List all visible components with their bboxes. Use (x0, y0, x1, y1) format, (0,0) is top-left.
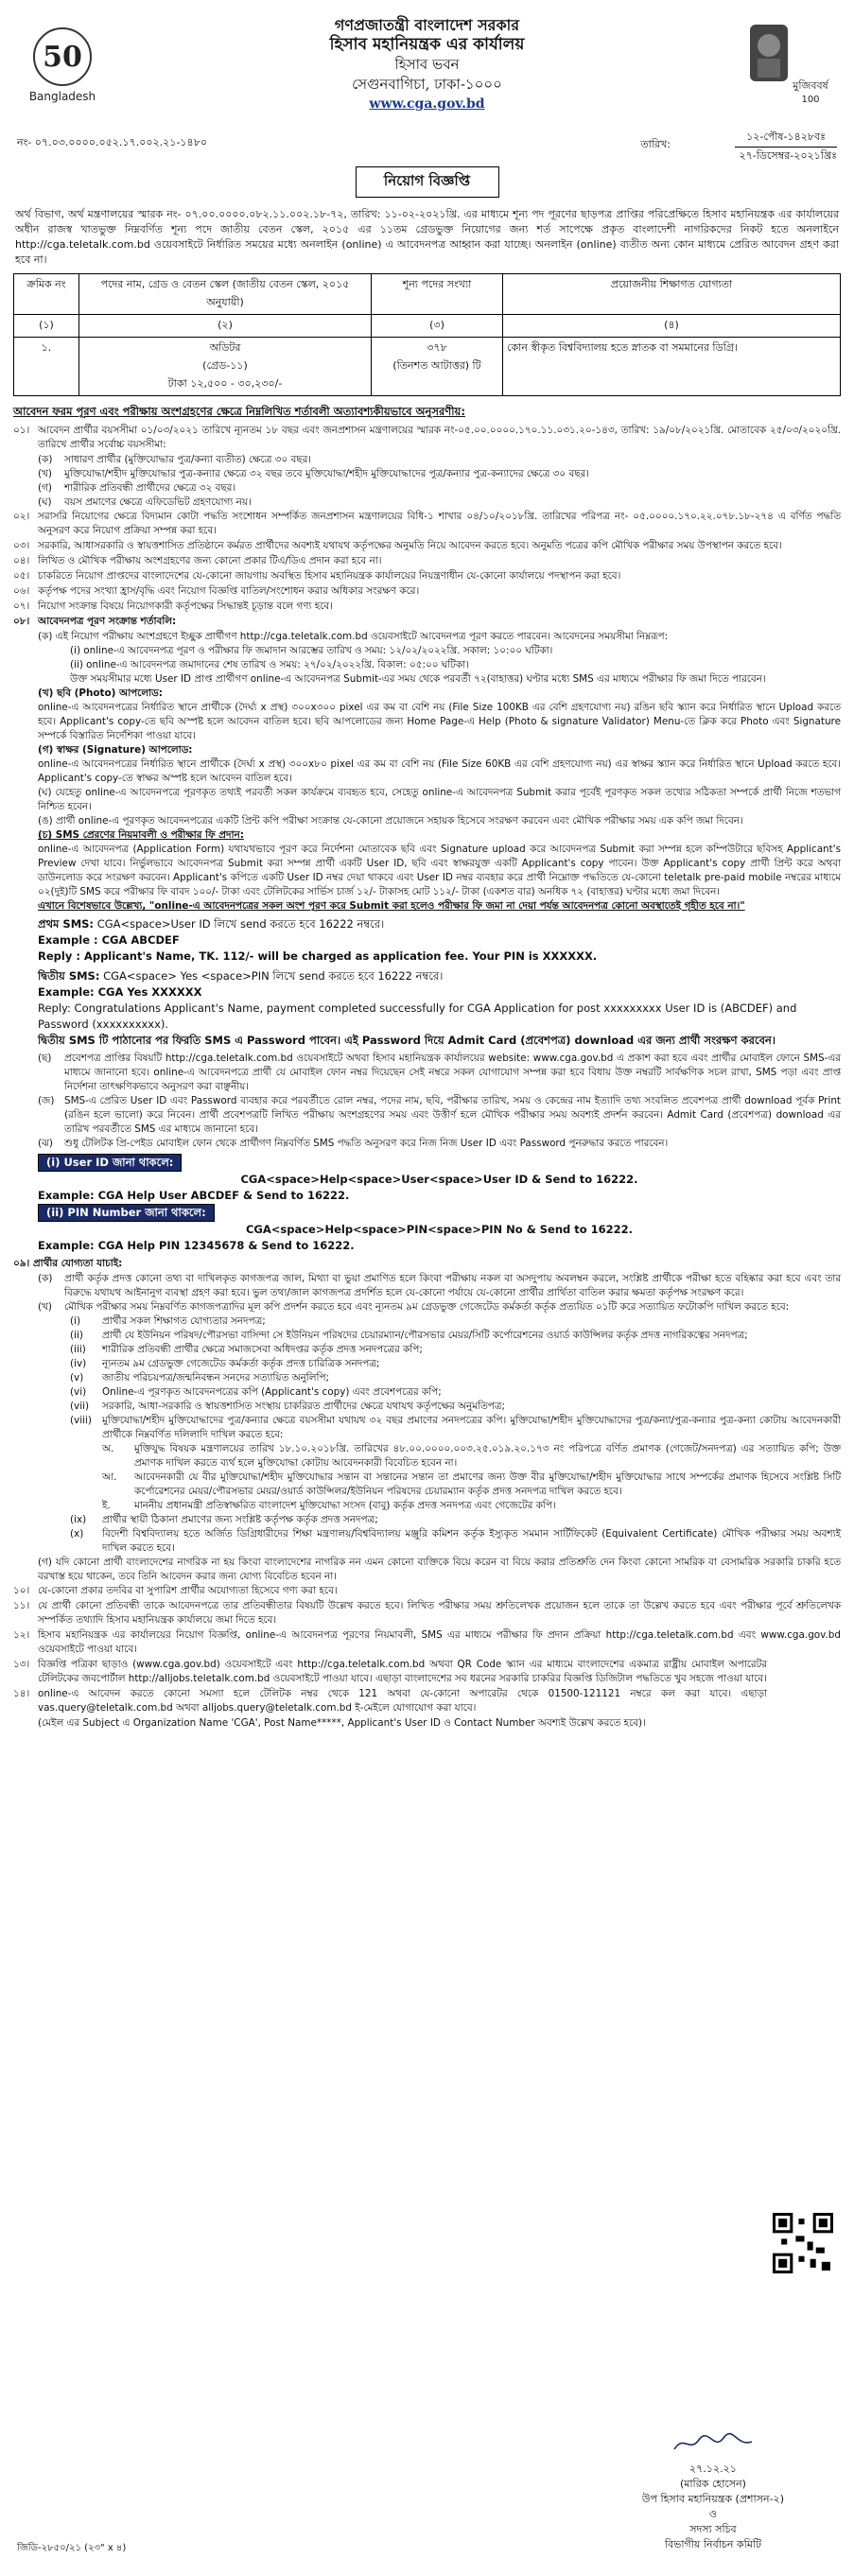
list-item: ০৪। লিখিত ও মৌখিক পরীক্ষায় অংশগ্রহণের জন্য কোনো প্রকার টিএ/ডিএ প্রদান করা হবে না। (13, 555, 382, 566)
section9-title: ০৯। প্রার্থীর যোগ্যতা যাচাই: (13, 1258, 123, 1269)
col-num: (৩) (372, 315, 503, 338)
list-item: (ক) প্রার্থী কর্তৃক প্রদত্ত কোনো তথ্য বা দাখিলকৃত কাগজপত্র জাল, মিথ্যা বা ভুয়া প্রমাণিত হলে কিংবা পরীক্ষায় নকল বা অসদুপায় অবলম্বন করলে, সংশ্লিষ্ট প্রার্থীকে পরীক্ষা হতে বহিষ্কার করা হবে এবং তার বিরুদ্ধে যথাযথ আইনানুগ ব্যবস্থা গ্রহণ করা হবে। ভুল তথ্য/জাল কাগজপত্র প্রদর্শিত হলে যে-কোনো পর্যায়ে যে-কোনো প্রার্থীর প্রার্থিতা বাতিল করার ক্ষমতা কর্তৃপক্ষ সংরক্ষণ করে। (38, 1273, 841, 1298)
signatory-title-1: উপ হিসাব মহানিয়ন্ত্রক (প্রশাসন-২) (641, 2493, 784, 2505)
online-a-i: (i) online-এ আবেদনপত্র পূরণ ও পরীক্ষার ফি জমাদান আরম্ভের তারিখ ও সময়: ১২/০২/২০২২খ্রি. সকাল: ১০:০০ ঘটিকা। (70, 645, 553, 656)
pin-recovery-example: Example: CGA Help PIN 12345678 & Send to 16222. (38, 1239, 355, 1252)
pin-recovery-cmd: CGA<space>Help<space>PIN<space>PIN No & Send to 16222. (245, 1223, 634, 1236)
list-item: (vii) সরকারি, আধা-সরকারি ও স্বায়ত্তশাসিত সংস্থায় চাকরিরত প্রার্থীদের ক্ষেত্রে যথাযথ কর্তৃপক্ষের অনুমতিপত্র; (70, 1401, 505, 1412)
signature-rules: online-এ আবেদনপত্রের নির্ধারিত স্থানে প্রার্থীকে (দৈর্ঘ্য x প্রস্থ) ৩০০x৮০ pixel এর কম বা বেশি নয় (File Size 60KB এর বেশি গ্রহণযোগ্য নয়) এর স্বাক্ষর স্ক্যান করে নির্ধারিত স্থানে Upload করতে হবে। Applicant's copy-তে স্বাক্ষর অস্পষ্ট হলে আবেদন বাতিল হবে। (38, 758, 841, 784)
page-header (13, 15, 841, 129)
svg-text:50: 50 (43, 41, 82, 74)
date-english: ২৭-ডিসেম্বর-২০২১খ্রিঃ (739, 149, 837, 162)
online-a: (ক) এই নিয়োগ পরীক্ষায় অংশগ্রহণে ইচ্ছুক প্রার্থীগণ http://cga.teletalk.com.bd ওয়েবসাইটে আবেদনপত্র পূরণ করতে পারবেন। আবেদনের সময়সীমা নিম্নরূপ: (38, 631, 669, 642)
svg-text:100: 100 (801, 95, 820, 105)
list-item: (ii) প্রার্থী যে ইউনিয়ন পরিষদ/পৌরসভা বাসিন্দা সে ইউনিয়ন পরিষদের চেয়ারম্যান/পৌরসভার মেয়র/সিটি কর্পোরেশনের ওয়ার্ড কাউন্সিলর কর্তৃক প্রদত্ত নাগরিকত্বের সনদপত্র; (70, 1330, 748, 1341)
list-item: ০২। সরাসরি নিয়োগের ক্ষেত্রে বিদ্যমান কোটা পদ্ধতি সংশোধন সম্পর্কিত জনপ্রশাসন মন্ত্রণালয়ের বিধি-১ শাখার ০৪/১০/২০১৮খ্রি. তারিখের পরিপত্র নং- ০৫.০০০০.১৭০.২২.০৭৮.১৮-২৭৪ এ বর্ণিত পদ্ধতি অনুসরণ করে নিয়োগ প্রক্রিয়া সম্পন্ন করা হবে। (13, 511, 841, 536)
online-e: (ঙ) প্রার্থী online-এ পূরণকৃত আবেদনপত্রের একটি প্রিন্ট কপি পরীক্ষা সংক্রান্ত যে-কোনো প্রয়োজনে সহায়ক হিসেবে সংরক্ষণ করবেন এবং মৌখিক পরীক্ষার সময় এক কপি জমা দিবেন। (38, 815, 743, 827)
signature-date: ২৭.১২.২১ (689, 2463, 737, 2475)
row-serial: ১. (14, 338, 79, 396)
sms-warning: এখানে বিশেষভাবে উল্লেখ্য, "online-এ আবেদনপত্রের সকল অংশ পূরণ করে Submit করা হলেও পরীক্ষার ফি জমা না দেয়া পর্যন্ত আবেদনপত্র কোনো অবস্থাতেই গৃহীত হবে না।" (38, 900, 745, 912)
photo-rules: online-এ আবেদনপত্রের নির্ধারিত স্থানে প্রার্থীকে (দৈর্ঘ্য x প্রস্থ) ৩০০x৩০০ pixel এর কম বা বেশি নয় (File Size 100KB এর বেশি গ্রহণযোগ্য নয়) রঙিন ছবি স্ক্যান করে নির্ধারিত স্থানে Upload করতে হবে। Applicant's copy-তে ছবি অস্পষ্ট হলে আবেদন বাতিল হবে। ছবি আপলোডের জন্য Home Page-এ Help (Photo & signature Validator) Menu-তে ক্লিক করে Photo এবং Signature সম্পর্কে বিস্তারিত নির্দেশিকা পাওয়া যাবে। (38, 702, 841, 741)
first-sms-reply: Reply : Applicant's Name, TK. 112/- will be charged as application fee. Your PIN is XXXXXX. (38, 949, 598, 963)
second-sms-label: দ্বিতীয় SMS: (38, 969, 100, 983)
office-line: হিসাব মহানিয়ন্ত্রক এর কার্যালয় (329, 35, 525, 54)
list-item: (মেইল এর Subject এ Organization Name 'CGA', Post Name*****, Applicant's User ID ও Contact Number অবশ্যই উল্লেখ করতে হবে)। (38, 1717, 646, 1729)
list-item: (iii) শারীরিক প্রতিবন্ধী প্রার্থীর ক্ষেত্রে সমাজসেবা অধিদপ্তর কর্তৃক প্রদত্ত সনদপত্রের কপি; (70, 1344, 423, 1355)
first-sms-label: প্রথম SMS: (38, 917, 95, 931)
list-item: ০৩। সরকারি, আধাসরকারি ও স্বায়ত্তশাসিত প্রতিষ্ঠানে কর্মরত প্রার্থীদের অবশ্যই যথাযথ কর্তৃপক্ষের অনুমতি নিয়ে আবেদন করতে হবে। অনুমতি পত্রের কপি মৌখিক পরীক্ষার সময় উপস্থাপন করতে হবে। (13, 540, 782, 551)
list-item: (viii) মুক্তিযোদ্ধা/শহীদ মুক্তিযোদ্ধাদের পুত্র/কন্যার ক্ষেত্রে বয়সসীমা যথাযথ ৩২ বছর প্রমাণের সনদপত্রের কপি। মুক্তিযোদ্ধা/শহীদ মুক্তিযোদ্ধাদের পুত্র/কন্যা/পুত্র-কন্যার পুত্র-কন্যা কোটায় আবেদনকারী প্রার্থীকে নিম্নবর্ণিত দলিলাদি দাখিল করতে হবে: (70, 1415, 841, 1440)
list-item: আ. আবেদনকারী যে বীর মুক্তিযোদ্ধা/শহীদ মুক্তিযোদ্ধার সন্তান বা সন্তানের সন্তান তা প্রমাণের জন্য উক্ত বীর মুক্তিযোদ্ধা/শহীদ মুক্তিযোদ্ধার সাথে সম্পর্কের প্রমাণক হিসেবে সংশ্লিষ্ট সিটি কর্পোরেশনের মেয়র/পৌরসভার মেয়র/ওয়ার্ড কাউন্সিলর/ইউনিয়ন পরিষদের চেয়ারম্যান কর্তৃক প্রদত্ত সনদপত্র দাখিল করতে হবে। (102, 1471, 841, 1497)
col-serial-header: ক্রমিক নং (14, 274, 79, 315)
list-item: ই. মাননীয় প্রধানমন্ত্রী প্রতিস্বাক্ষরিত বাংলাদেশ মুক্তিযোদ্ধা সংসদ (বাবু) কর্তৃক প্রদত্ত সনদপত্র এবং গেজেটের কপি। (102, 1500, 556, 1511)
post-scale: টাকা ১২,৫০০ - ৩০,২৩০/- (167, 377, 283, 390)
col-num: (২) (79, 315, 372, 338)
password-note: দ্বিতীয় SMS টি পাঠানোর পর ফিরতি SMS এ Password পাবেন। এই Password দিয়ে Admit Card (প্রবেশপত্র) download এর জন্য প্রার্থী সংরক্ষণ করবেন। (38, 1034, 776, 1047)
list-item: (ঝ) শুধু টেলিটক প্রি-পেইড মোবাইল ফোন থেকে প্রার্থীগণ নিম্নবর্ণিত SMS পদ্ধতি অনুসরণ করে নিজ নিজ User ID এবং Password পুনরুদ্ধার করতে পারবেন। (38, 1138, 669, 1149)
row-qualification: কোন স্বীকৃত বিশ্ববিদ্যালয় হতে স্নাতক বা সমমানের ডিগ্রি। (503, 338, 841, 396)
pin-recovery-label: (ii) PIN Number জানা থাকলে: (38, 1204, 215, 1222)
photo-title: (খ) ছবি (Photo) আপলোড: (38, 688, 163, 699)
online-a-note: উক্ত সময়সীমার মধ্যে User ID প্রাপ্ত প্রার্থীগণ online-এ আবেদনপত্র Submit-এর সময় থেকে পরবর্তী ৭২(বাহাত্তর) ঘণ্টার মধ্যে SMS এর মাধ্যমে পরীক্ষার ফি জমা দিতে পারবেন। (70, 673, 766, 685)
issue-dates (735, 129, 837, 165)
col-count-header: শূন্য পদের সংখ্যা (372, 274, 503, 315)
svg-text:মুজিববর্ষ: মুজিববর্ষ (793, 79, 828, 92)
signatory-and: ও (708, 2508, 717, 2520)
building-line: হিসাব ভবন (394, 56, 460, 73)
list-item: ১২। হিসাব মহানিয়ন্ত্রক এর কার্যালয়ের নিয়োগ বিজ্ঞপ্তি, online-এ আবেদনপত্র পূরণের নিয়মাবলী, SMS এর মাধ্যমে পরীক্ষার ফি প্রদান প্রক্রিয়া http://cga.teletalk.com.bd এবং www.cga.gov.bd ওয়েবসাইটে পাওয়া যাবে। (13, 1629, 841, 1655)
qr-code[interactable] (773, 2213, 833, 2273)
address-line: সেগুনবাগিচা, ঢাকা-১০০০ (352, 76, 502, 93)
post-grade: (গ্রেড-১১) (202, 359, 248, 372)
website-link[interactable]: www.cga.gov.bd (369, 96, 485, 112)
col-qualification-header: প্রয়োজনীয় শিক্ষাগত যোগ্যতা (503, 274, 841, 315)
list-item: অ. মুক্তিযুদ্ধ বিষয়ক মন্ত্রণালয়ের তারিখ ১৮.১০.২০১৮খ্রি. তারিখের ৪৮.০০.০০০০.০০৩.২৫.০১৯.২০.১৭৩ নং পরিপত্রে বর্ণিত প্রমাণক (গেজেট/সনদপত্র) এর সত্যায়িত কপি; উক্ত প্রমাণক দাখিল করতে ব্যর্থ হলে মুক্তিযোদ্ধা কোটায় আবেদনকারী বিবেচিত হবেন না। (102, 1443, 841, 1469)
list-item: (গ) যদি কোনো প্রার্থী বাংলাদেশের নাগরিক না হয় কিংবা বাংলাদেশের নাগরিক নন এমন কোনো ব্যক্তিকে বিয়ে করেন বা বিয়ে করার প্রতিশ্রুতি দেন কিংবা কোনো সামরিক বা বেসামরিক সরকারি চাকরি হতে বরখাস্ত হয়ে থাকেন, তবে তিনি আবেদন করার জন্য যোগ্য বিবেচিত হবেন না। (38, 1557, 841, 1582)
list-item: ১০। যে-কোনো প্রকার তদবির বা সুপারিশ প্রার্থীর অযোগ্যতা হিসেবে গণ্য করা হবে। (13, 1585, 338, 1596)
list-item: (ix) প্রার্থীর স্থায়ী ঠিকানা প্রমাণের জন্য সংশ্লিষ্ট কর্তৃপক্ষ কর্তৃক প্রদত্ত সনদপত্র; (70, 1514, 378, 1525)
list-item: (x) বিদেশী বিশ্ববিদ্যালয় হতে অর্জিত ডিগ্রিধারীদের শিক্ষা মন্ত্রণালয়/বিশ্ববিদ্যালয় মঞ্জুরি কমিশন কর্তৃক ইস্যুকৃত সমমান সার্টিফিকেট (Equivalent Certificate) মৌখিক পরীক্ষার সময় অবশ্যই দাখিল করতে হবে। (70, 1528, 841, 1554)
list-item: (iv) ন্যূনতম ৯ম গ্রেডভুক্ত গেজেটেড কর্মকর্তা কর্তৃক প্রদত্ত চারিত্রিক সনদপত্র; (70, 1358, 380, 1369)
list-item: (জ) SMS-এ প্রেরিত User ID এবং Password ব্যবহার করে পরবর্তীতে রোল নম্বর, পদের নাম, ছবি, পরীক্ষার তারিখ, সময় ও কেন্দ্রের নাম ইত্যাদি তথ্য সংবলিত প্রবেশপত্র প্রার্থী download পূর্বক Print (রঙিন হলে ভালো) করে নিবেন। প্রার্থী প্রবেশপত্রটি লিখিত পরীক্ষায় অংশগ্রহণের সময় এবং উত্তীর্ণ হলে মৌখিক পরীক্ষার সময় অবশ্যই প্রদর্শন করবেন। Admit Card (প্রবেশপত্র) download এর তারিখ পরবর্তীতে SMS এর মাধ্যমে জানানো হবে। (38, 1095, 841, 1135)
second-sms-format: CGA<space> Yes <space>PIN লিখে send করতে হবে 16222 নম্বরে। (103, 969, 444, 983)
row-count (372, 338, 503, 396)
memo-number: নং- ০৭.০৩.০০০০.০৫২.১৭.০০২.২১-১৪৮০ (17, 136, 207, 148)
vacancy-table (13, 273, 841, 396)
handwritten-signature (671, 2430, 756, 2457)
eligibility-block (13, 1257, 841, 1731)
list-item: (ঘ) বয়স প্রমাণের ক্ষেত্রে এফিডেভিট গ্রহণযোগ্য নয়। (38, 496, 252, 508)
list-item: (ক) সাধারণ প্রার্থীর (মুক্তিযোদ্ধার পুত্র/কন্যা ব্যতীত) ক্ষেত্রে ৩০ বছর। (38, 454, 311, 465)
admit-card-block (13, 1052, 841, 1151)
intro-paragraph: অর্থ বিভাগ, অর্থ মন্ত্রণালয়ের স্মারক নং- ০৭.০০.০০০০.০৮২.১১.০০২.১৮-৭২, তারিখ: ১১-০২-২০২১খ্রি. এর মাধ্যমে শূন্য পদ পূরণের ছাড়পত্র প্রাপ্তির পরিপ্রেক্ষিতে হিসাব মহানিয়ন্ত্রক এর কার্যালয়ের অধীন রাজস্ব খাতভুক্ত নিম্নবর্ণিত শূন্য পদে জাতীয় বেতন স্কেল, ২০১৫ এর ১১তম গ্রেডভুক্ত নিয়োগের জন্য শর্ত সাপেক্ষে প্রকৃত বাংলাদেশী নাগরিকদের নিকট হতে অনলাইনে http://cga.teletalk.com.bd ওয়েবসাইটে নির্ধারিত সময়ের মধ্যে অনলাইন (online) এ আবেদনপত্র আহ্বান করা যাচ্ছে। অনলাইন (online) ব্যতীত অন্য কোন মাধ্যমে প্রেরিত আবেদন গ্রহণ করা হবে না। (15, 208, 839, 266)
signatory-title-3: বিভাগীয় নির্বাচন কমিটি (664, 2538, 761, 2550)
signatory-title-2: সদস্য সচিব (689, 2523, 737, 2535)
list-item: (vi) Online-এ পূরণকৃত আবেদনপত্রের কপি (Applicant's copy) এবং প্রবেশপত্রের কপি; (70, 1386, 442, 1398)
footer-code: জিডি-২৮৫০/২১ (২৩" x ৪) (17, 2543, 127, 2553)
list-item: (গ) শারীরিক প্রতিবন্ধী প্রার্থীদের ক্ষেত্রে ৩২ বছর। (38, 482, 236, 494)
list-item: (v) জাতীয় পরিচয়পত্র/জন্মনিবন্ধন সনদের সত্যায়িত অনুলিপি; (70, 1372, 330, 1384)
list-item: (ছ) প্রবেশপত্র প্রাপ্তির বিষয়টি http://cga.teletalk.com.bd ওয়েবসাইটে অথবা হিসাব মহানিয়ন্ত্রক কার্যালয়ের website: www.cga.gov.bd এ প্রকাশ করা হবে এবং প্রার্থীর মোবাইল ফোনে SMS-এর মাধ্যমে জানানো হবে। online-এ আবেদনপত্রে প্রার্থী যে মোবাইল ফোন নম্বর দিয়েছেন সেই নম্বরে সকল যোগাযোগ সম্পন্ন করা হবে বিধায় উক্ত নম্বরটি সার্বক্ষণিক সচল রাখা, SMS পড়া এবং প্রাপ্ত নির্দেশনা তাৎক্ষণিকভাবে অনুসরণ করা বাঞ্ছনীয়। (38, 1053, 841, 1092)
date-label: তারিখ: (640, 138, 671, 150)
conditions-list (13, 424, 841, 914)
conditions-title: আবেদন ফরম পূরণ এবং পরীক্ষায় অংশগ্রহণের ক্ষেত্রে নিম্নলিখিত শর্তাবলী অত্যাবশ্যকীয়ভাবে অনুসরণীয়: (13, 405, 465, 418)
list-item: (i) প্রার্থীর সকল শিক্ষাগত যোগ্যতার সনদপত্র; (70, 1315, 266, 1327)
vacancy-count: ৩৭৮ (427, 341, 447, 354)
list-item: ০৭। নিয়োগ সংক্রান্ত বিষয়ে নিয়োগকারী কর্তৃপক্ষের সিদ্ধান্তই চূড়ান্ত বলে গণ্য হবে। (13, 600, 333, 612)
notice-title: নিয়োগ বিজ্ঞপ্তি (356, 166, 499, 198)
vacancy-count-words: (তিনশত আটাত্তর) টি (392, 359, 481, 372)
row-post (79, 338, 372, 396)
table-row (14, 338, 841, 396)
list-item: ০৫। চাকরিতে নিয়োগ প্রাপ্তদের বাংলাদেশের যে-কোনো জায়গায় অবস্থিত হিসাব মহানিয়ন্ত্রক কার্যালয়ের নিয়ন্ত্রণাধীন যে-কোনো কার্যালয়ে পদস্থাপন করা হবে। (13, 570, 621, 582)
col-post-header: পদের নাম, গ্রেড ও বেতন স্কেল (জাতীয় বেতন স্কেল, ২০১৫ অনুযায়ী) (79, 274, 372, 315)
list-item: (খ) মৌখিক পরীক্ষার সময় নিম্নবর্ণিত কাগজপত্রাদির মূল কপি প্রদর্শন করতে হবে এবং ন্যূনতম ৯ম গ্রেডভুক্ত গেজেটেড কর্মকর্তা কর্তৃক প্রত্যয়িত ০১টি করে সত্যায়িত ফটোকপি দাখিল করতে হবে: (38, 1301, 790, 1313)
sms-instructions (38, 916, 841, 1049)
user-id-recovery-example: Example: CGA Help User ABCDEF & Send to 16222. (38, 1189, 350, 1202)
list-item: (খ) মুক্তিযোদ্ধা/শহীদ মুক্তিযোদ্ধার পুত্র-কন্যার ক্ষেত্রে ৩২ বছর তবে মুক্তিযোদ্ধা/শহীদ মুক্তিযোদ্ধাদের পুত্র/কন্যার পুত্র-কন্যাদের ক্ষেত্রে ৩০ বছর। (38, 468, 589, 479)
second-sms-example: Example: CGA Yes XXXXXX (38, 985, 202, 999)
reference-row (13, 129, 841, 163)
notice-page (13, 9, 841, 2563)
list-item: ০১। আবেদন প্রার্থীর বয়সসীমা ০১/০৩/২০২১ তারিখে ন্যূনতম ১৮ বছর এবং জনপ্রশাসন মন্ত্রণালয়ের স্মারক নং-০৫.০০.০০০০.১৭০.১১.০৩১.২০-১৪৩, তারিখ: ১৯/০৮/২০২১খ্রি. মোতাবেক ২৫/০৩/২০২০খ্রি. তারিখে প্রার্থীর সর্বোচ্চ বয়সসীমা: (13, 425, 841, 450)
user-id-recovery-label: (i) User ID জানা থাকলে: (38, 1154, 182, 1172)
bangladesh-50-logo (19, 19, 106, 106)
first-sms-example: Example : CGA ABCDEF (38, 933, 180, 947)
signature-block (642, 2430, 784, 2552)
sms-title: (চ) SMS প্রেরণের নিয়মাবলী ও পরীক্ষার ফি প্রদান: (38, 829, 244, 841)
govt-line: গণপ্রজাতন্ত্রী বাংলাদেশ সরকার (334, 16, 520, 34)
list-item: ১৪। online-এ আবেদন করতে কোনো সমস্যা হলে টেলিটক নম্বর থেকে 121 অথবা যে-কোনো অপারেটর থেকে 01500-121121 নম্বরে কল করা যাবে। এছাড়া vas.query@teletalk.com.bd অথবা alljobs.query@teletalk.com.bd ই-মেইলে যোগাযোগ করা যাবে। (13, 1688, 767, 1714)
mujib-borsho-logo (744, 19, 835, 110)
col-num: (৪) (503, 315, 841, 338)
list-item: ০৬। কর্তৃপক্ষ পদের সংখ্যা হ্রাস/বৃদ্ধি এবং নিয়োগ বিজ্ঞপ্তি বাতিল/সংশোধন করার অধিকার সংরক্ষণ করে। (13, 585, 420, 597)
first-sms-format: CGA<space>User ID লিখে send করতে হবে 16222 নম্বরে। (96, 917, 385, 931)
signatory-name: (মারিক হোসেন) (679, 2478, 746, 2490)
signature-title: (গ) স্বাক্ষর (Signature) আপলোড: (38, 744, 193, 756)
list-item: ১১। যে প্রার্থী কোনো প্রতিবন্ধী তাকে আবেদনপত্রে তার প্রতিবন্ধীতার বিষয়টি উল্লেখ করতে হবে। লিখিত পরীক্ষার সময় শ্রুতিলেখক প্রয়োজন হলে তাকে তা উল্লেখ করতে হবে এবং পরীক্ষার পূর্বে শ্রুতিলেখক সম্পর্কিত তথ্যাদি হিসাব মহানিয়ন্ত্রক কার্যালয়ে জমা দিতে হবে। (13, 1600, 841, 1626)
second-sms-reply: Reply: Congratulations Applicant's Name, payment completed successfully for CGA Application for post xxxxxxxxx User ID is (ABCDEF) and Password (xxxxxxxxxx). (38, 1001, 797, 1031)
recovery-block (38, 1154, 841, 1254)
list-item: ১৩। বিজ্ঞপ্তি পত্রিকা ছাড়াও (www.cga.gov.bd) ওয়েবসাইটে এবং http://cga.teletalk.com.bd অথবা QR Code স্ক্যান এর মাধ্যমে বাংলাদেশের একমাত্র রাষ্ট্রীয় মোবাইল অপারেটর টেলিটকের জবপোর্টাল http://alljobs.teletalk.com.bd ওয়েবসাইটে পাওয়া যাবে। এছাড়া বাংলাদেশের সব ধরনের সরকারি চাকরির বিজ্ঞপ্তি ডিজিটাল পদ্ধতিতে খুব সহজে পাওয়া যাবে। (13, 1659, 767, 1684)
col-num: (১) (14, 315, 79, 338)
date-bangla: ১২-পৌষ-১৪২৮বঃ (735, 129, 837, 148)
sms-body: online-এ আবেদনপত্র (Application Form) যথাযথভাবে পূরণ করে নির্দেশনা মোতাবেক ছবি এবং Signature upload করে আবেদনপত্র Submit করা সম্পন্ন হলে কম্পিউটারে ছবিসহ Applicant's Preview দেখা যাবে। নির্ভুলভাবে আবেদনপত্র Submit করা সম্পন্ন প্রার্থী একটি User ID, ছবি এবং স্বাক্ষরযুক্ত একটি Applicant's copy পাবেন। উক্ত Applicant's copy প্রার্থী প্রিন্ট করে অথবা ডাউনলোড করে সংরক্ষণ করবেন। Applicant's কপিতে একটি User ID নম্বর দেয়া থাকবে এবং User ID নম্বর ব্যবহার করে প্রার্থী নিম্নোক্ত পদ্ধতিতে যে-কোনো teletalk pre-paid mobile নম্বরের মাধ্যমে ০২(দুই)টি SMS করে পরীক্ষার ফি বাবদ ১০০/- টাকা এবং টেলিটকের সার্ভিস চার্জ ১২/- টাকাসহ মোট ১১২/- টাকা (একশত বার) অনধিক ৭২ (বাহাত্তর) ঘণ্টার মধ্যে জমা দিবেন। (38, 844, 841, 897)
list-item: ০৮। আবেদনপত্র পূরণ সংক্রান্ত শর্তাবলি: (13, 616, 177, 627)
post-name: অডিটর (209, 341, 241, 354)
online-d: (ঘ) যেহেতু online-এ আবেদনপত্রে পূরণকৃত তথ্যই পরবর্তী সকল কার্যক্রমে ব্যবহৃত হবে, সেহেতু online-এ আবেদনপত্র Submit করার পূর্বেই পূরণকৃত সকল তথ্যের সঠিকতা সম্পর্কে প্রার্থী নিজে শতভাগ নিশ্চিত হবেন। (38, 787, 841, 812)
user-id-recovery-cmd: CGA<space>Help<space>User<space>User ID & Send to 16222. (240, 1173, 638, 1186)
svg-text:Bangladesh: Bangladesh (28, 90, 96, 103)
online-a-ii: (ii) online-এ আবেদনপত্র জমাদানের শেষ তারিখ ও সময়: ২৭/০২/২০২২খ্রি. বিকাল: ০৫:০০ ঘটিকা। (70, 659, 469, 670)
